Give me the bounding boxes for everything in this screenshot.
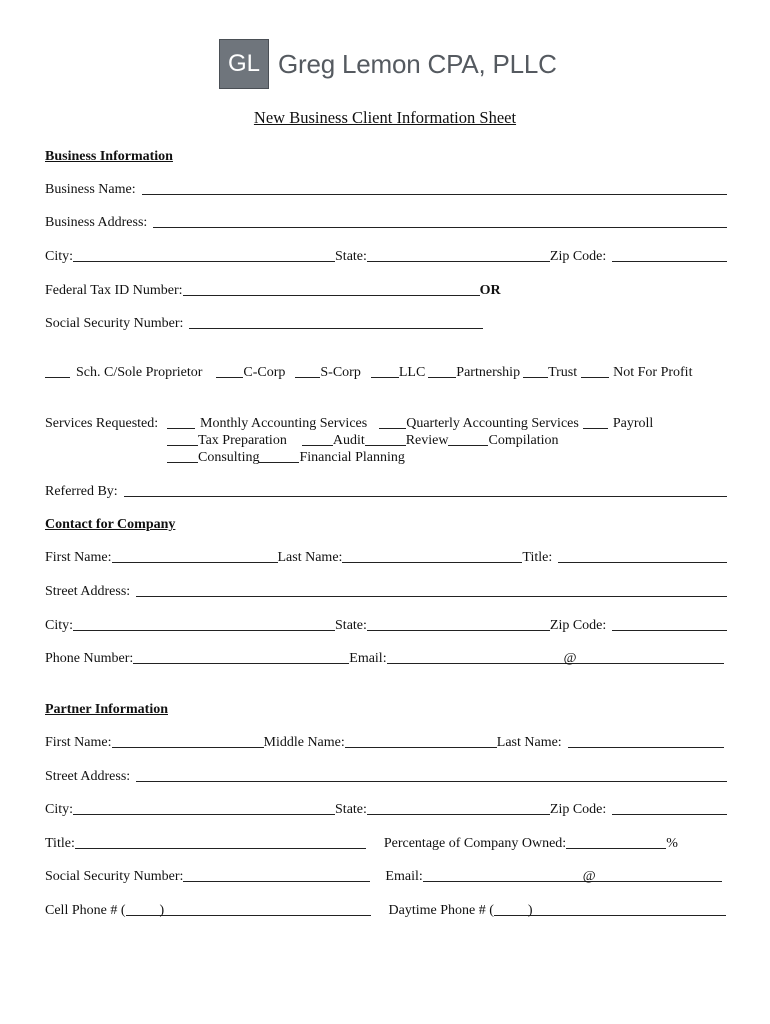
cell-phone-label: Cell Phone # (	[45, 903, 126, 918]
partner-zip-label: Zip Code:	[549, 802, 607, 817]
business-ssn-label: Social Security Number:	[45, 316, 184, 331]
business-name-row	[45, 180, 727, 200]
contact-last-field[interactable]	[342, 562, 522, 563]
partner-street-label: Street Address:	[45, 769, 131, 784]
service-label: Payroll	[612, 416, 654, 431]
form-title-text: New Business Client Information Sheet	[253, 108, 517, 127]
business-state-label: State:	[335, 249, 367, 264]
business-address-row	[45, 213, 727, 233]
or-label: OR	[479, 283, 501, 298]
services-label: Services Requested:	[45, 416, 159, 431]
business-name-label: Business Name:	[45, 182, 136, 197]
contact-email-label: Email:	[349, 651, 387, 666]
partner-city-row	[45, 800, 727, 820]
business-state-field[interactable]	[367, 261, 550, 262]
daytime-phone-close-paren: )	[527, 903, 533, 918]
services-line-1	[167, 416, 653, 433]
partner-pct-label: Percentage of Company Owned:	[383, 836, 567, 851]
contact-city-row	[45, 616, 727, 636]
entity-blank[interactable]	[428, 377, 456, 378]
cell-phone-field[interactable]	[126, 903, 371, 921]
service-blank[interactable]	[302, 445, 333, 446]
entity-option-partnership[interactable]	[428, 365, 520, 382]
entity-option-llc[interactable]	[371, 365, 425, 382]
entity-label: LLC	[398, 365, 426, 380]
partner-email-field[interactable]	[423, 869, 722, 887]
service-label: Financial Planning	[299, 450, 405, 465]
service-label: Monthly Accounting Services	[200, 416, 368, 431]
partner-middle-label: Middle Name:	[263, 735, 345, 750]
referred-by-label: Referred By:	[45, 484, 118, 499]
contact-phone-field[interactable]	[133, 663, 349, 664]
entity-label: Not For Profit	[613, 365, 693, 380]
contact-title-field[interactable]	[558, 562, 727, 563]
service-option-financial-planning[interactable]	[259, 450, 404, 467]
service-blank[interactable]	[167, 445, 198, 446]
entity-label: Sch. C/Sole Proprietor	[76, 365, 203, 380]
business-city-row	[45, 247, 727, 267]
service-blank[interactable]	[259, 462, 299, 463]
entity-label: Partnership	[456, 365, 521, 380]
logo-monogram	[219, 39, 269, 89]
entity-blank[interactable]	[216, 377, 243, 378]
entity-option-s-corp[interactable]	[295, 365, 360, 382]
service-option-compilation[interactable]	[448, 433, 558, 450]
service-label: Tax Preparation	[198, 433, 287, 448]
services-line-3	[167, 450, 405, 467]
entity-blank[interactable]	[45, 377, 70, 378]
partner-ssn-row	[45, 867, 722, 887]
at-sign: @	[582, 869, 596, 884]
service-option-tax-preparation[interactable]	[167, 433, 287, 450]
services-line-2	[167, 433, 558, 450]
service-label: Review	[405, 433, 449, 448]
business-city-field[interactable]	[73, 261, 335, 262]
contact-phone-row	[45, 649, 724, 669]
partner-street-field[interactable]	[136, 781, 727, 782]
referred-by-row	[45, 482, 727, 502]
partner-email-label: Email:	[385, 869, 423, 884]
partner-state-label: State:	[335, 802, 367, 817]
partner-phone-row	[45, 901, 726, 921]
contact-zip-label: Zip Code:	[549, 618, 607, 633]
partner-first-field[interactable]	[112, 747, 264, 748]
business-ssn-field[interactable]	[189, 328, 483, 329]
partner-first-label: First Name:	[45, 735, 112, 750]
partner-state-field[interactable]	[367, 814, 550, 815]
entity-option-trust[interactable]	[523, 365, 577, 382]
service-label: Quarterly Accounting Services	[406, 416, 579, 431]
service-label: Compilation	[488, 433, 559, 448]
entity-blank[interactable]	[523, 377, 548, 378]
ssn-row	[45, 314, 483, 334]
tax-id-field[interactable]	[183, 295, 480, 296]
service-blank[interactable]	[167, 428, 195, 429]
logo-monogram-text: GL	[227, 50, 260, 77]
company-name: Greg Lemon CPA, PLLC	[278, 48, 557, 79]
contact-last-label: Last Name:	[277, 550, 343, 565]
business-city-label: City:	[45, 249, 74, 264]
business-zip-field[interactable]	[612, 261, 727, 262]
partner-title-field[interactable]	[75, 848, 366, 849]
partner-ssn-label: Social Security Number:	[45, 869, 184, 884]
partner-zip-field[interactable]	[612, 814, 727, 815]
tax-id-label: Federal Tax ID Number:	[45, 283, 183, 298]
service-option-consulting[interactable]	[167, 450, 259, 467]
referred-by-field[interactable]	[124, 496, 727, 497]
entity-option-c-corp[interactable]	[216, 365, 285, 382]
contact-city-field[interactable]	[73, 630, 335, 631]
partner-pct-field[interactable]	[566, 848, 666, 849]
contact-email-field[interactable]	[387, 651, 724, 669]
service-option-quarterly[interactable]	[379, 416, 579, 433]
service-option-monthly[interactable]	[167, 416, 367, 433]
daytime-phone-label: Daytime Phone # (	[388, 903, 494, 918]
partner-ssn-field[interactable]	[183, 881, 370, 882]
service-option-payroll[interactable]	[583, 416, 653, 433]
at-sign: @	[563, 651, 577, 666]
form-title	[0, 108, 770, 128]
contact-name-row	[45, 548, 727, 568]
business-address-field[interactable]	[153, 227, 727, 228]
section-heading-partner: Partner Information	[45, 702, 168, 717]
partner-street-row	[45, 767, 727, 787]
contact-first-label: First Name:	[45, 550, 112, 565]
partner-name-row	[45, 733, 724, 753]
business-name-field[interactable]	[142, 194, 727, 195]
service-option-review[interactable]	[365, 433, 449, 450]
partner-last-label: Last Name:	[496, 735, 562, 750]
service-label: Consulting	[198, 450, 260, 465]
daytime-phone-field[interactable]	[494, 903, 726, 921]
contact-title-label: Title:	[522, 550, 553, 565]
contact-city-label: City:	[45, 618, 74, 633]
service-blank[interactable]	[583, 428, 608, 429]
business-address-label: Business Address:	[45, 215, 148, 230]
partner-last-field[interactable]	[568, 747, 724, 748]
service-option-audit[interactable]	[302, 433, 365, 450]
company-logo	[219, 38, 557, 90]
contact-state-label: State:	[335, 618, 367, 633]
service-blank[interactable]	[365, 445, 406, 446]
entity-blank[interactable]	[581, 377, 609, 378]
contact-street-label: Street Address:	[45, 584, 131, 599]
partner-title-row	[45, 834, 678, 854]
contact-state-field[interactable]	[367, 630, 550, 631]
service-blank[interactable]	[448, 445, 488, 446]
entity-option-sole-proprietor[interactable]	[45, 365, 202, 382]
cell-phone-close-paren: )	[159, 903, 165, 918]
partner-city-label: City:	[45, 802, 74, 817]
contact-zip-field[interactable]	[612, 630, 727, 631]
entity-type-options	[45, 365, 692, 382]
contact-email-line	[387, 663, 724, 664]
partner-email-line	[423, 881, 722, 882]
partner-middle-field[interactable]	[345, 747, 497, 748]
entity-option-not-for-profit[interactable]	[581, 365, 692, 382]
service-blank[interactable]	[379, 428, 406, 429]
partner-title-label: Title:	[45, 836, 75, 851]
entity-label: Trust	[548, 365, 578, 380]
entity-blank[interactable]	[295, 377, 320, 378]
section-heading-contact: Contact for Company	[45, 517, 176, 532]
partner-city-field[interactable]	[73, 814, 335, 815]
contact-first-field[interactable]	[112, 562, 278, 563]
business-zip-label: Zip Code:	[549, 249, 607, 264]
contact-phone-label: Phone Number:	[45, 651, 134, 666]
tax-id-row	[45, 281, 501, 301]
partner-pct-sign: %	[666, 836, 678, 851]
section-heading-business: Business Information	[45, 149, 173, 164]
contact-street-field[interactable]	[136, 596, 727, 597]
contact-street-row	[45, 582, 727, 602]
service-label: Audit	[332, 433, 365, 448]
entity-blank[interactable]	[371, 377, 399, 378]
entity-label: S-Corp	[320, 365, 361, 380]
service-blank[interactable]	[167, 462, 198, 463]
entity-label: C-Corp	[243, 365, 286, 380]
